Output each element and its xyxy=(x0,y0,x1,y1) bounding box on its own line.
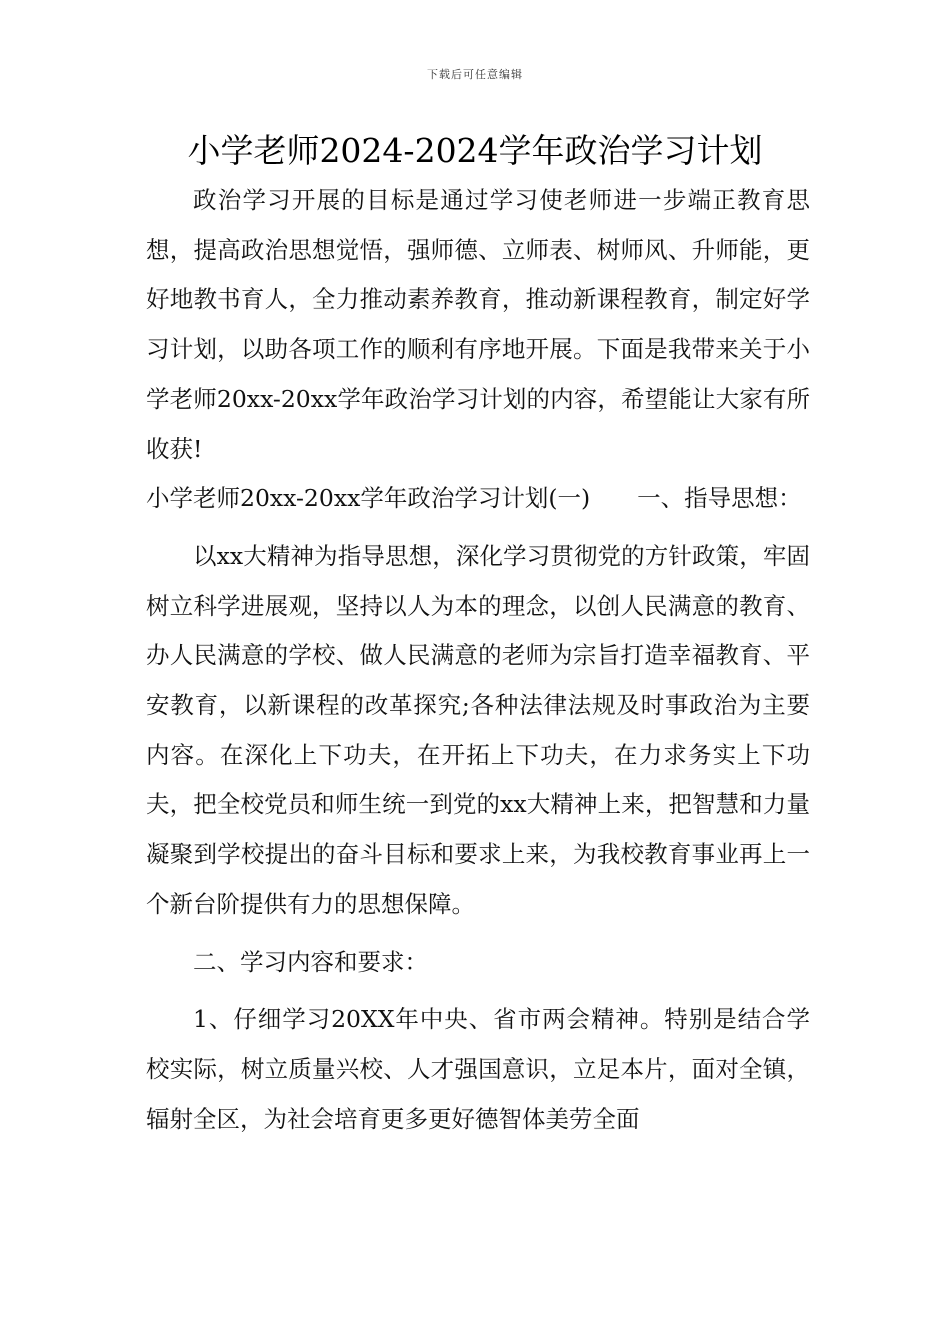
list-item-1: 1、仔细学习20XX年中央、省市两会精神。特别是结合学校实际，树立质量兴校、人才强国意识，立足本片，面对全镇，辐射全区，为社会培育更多更好德智体美劳全面 xyxy=(146,1005,810,1133)
paragraph-gap xyxy=(146,987,810,995)
intro-paragraph: 政治学习开展的目标是通过学习使老师进一步端正教育思想，提高政治思想觉悟，强师德、立师表、树师风、升师能，更好地教书育人，全力推动素养教育，推动新课程教育，制定好学习计划，以助各项工作的顺利有序地开展。下面是我带来关于小学老师20xx-20xx学年政治学习计划的内容，希望能让大家有所收获! xyxy=(146,186,810,463)
header-note: 下载后可任意编辑 xyxy=(427,68,523,81)
document-title: 小学老师2024-2024学年政治学习计划 xyxy=(187,131,763,170)
section-heading-learning-content: 二、学习内容和要求： xyxy=(193,947,428,976)
paragraph-gap xyxy=(146,524,810,532)
guiding-thought-paragraph: 以xx大精神为指导思想，深化学习贯彻党的方针政策，牢固树立科学进展观，坚持以人为本的理念，以创人民满意的教育、办人民满意的学校、做人民满意的老师为宗旨打造幸福教育、平安教育，以新课程的改革探究;各种法律法规及时事政治为主要内容。在深化上下功夫，在开拓上下功夫，在力求务实上下功夫，把全校党员和师生统一到党的xx大精神上来，把智慧和力量凝聚到学校提出的奋斗目标和要求上来，为我校教育事业再上一个新台阶提供有力的思想保障。 xyxy=(146,541,810,918)
paragraph-gap xyxy=(146,930,810,938)
document-body xyxy=(146,176,810,1144)
subtitle-paragraph: 小学老师20xx-20xx学年政治学习计划(一) 一、指导思想： xyxy=(146,484,802,513)
